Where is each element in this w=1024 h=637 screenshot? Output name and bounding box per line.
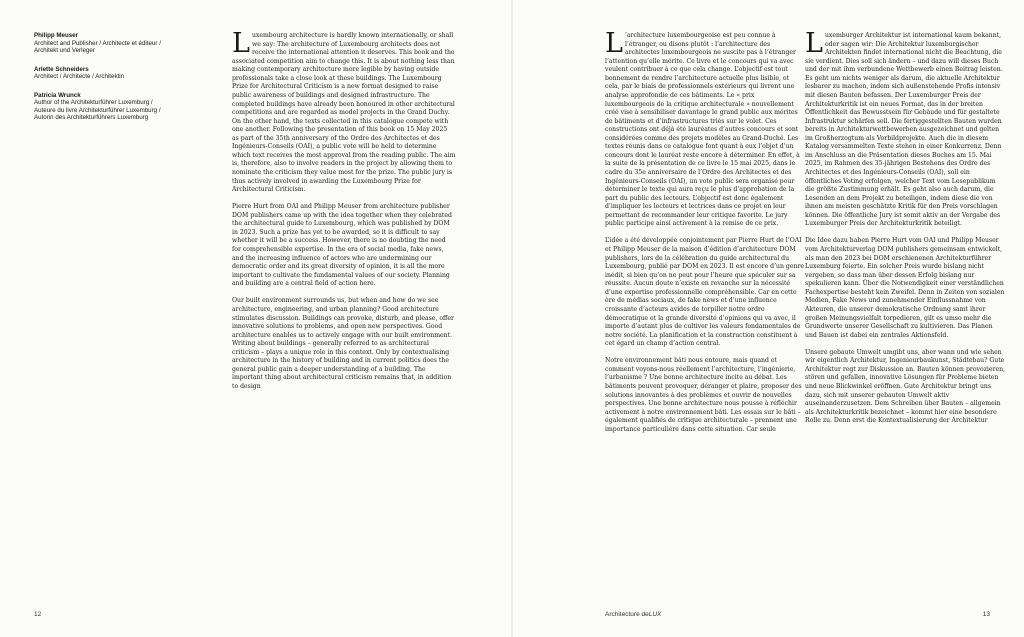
author-name: Philipp Meuser (34, 32, 79, 39)
drop-cap: L (805, 28, 823, 59)
author-name: Arlette Schneiders (34, 65, 89, 73)
paragraph (232, 28, 456, 195)
french-text-column (605, 28, 805, 443)
paragraph-text: ’architecture luxembourgeoise est peu connue à l’étranger, ou disons plutôt : l’architecture des architectes luxembourgeois ne suscite pas à l’étranger l’attention qu’elle mérite. Ce livre et le concours qui va avec veulent contribuer à ce que cela change. L’objectif est tout bonnement de rendre l’architecture actuelle plus lisible, et cela, par le biais de professionnels extérieurs qui livrent une analyse approfondie de ces bâtiments. Le « prix luxembourgeois de la critique architecturale » nouvellement créé vise à sensibiliser davantage le grand public aux mérites de bâtiments et d’infrastructures triés sur le volet. Ces constructions ont déjà été lauréates d’autres concours et sont considérées comme des projets modèles au Grand-Duché. Les textes réunis dans ce catalogue font quant à eux l’objet d’un concours dont le lauréat reste encore à déterminer. En effet, à la suite de la présentation de ce livre le 15 mai 2025, dans le cadre du 35e anniversaire de l’Ordre des Architectes et des Ingénieurs-Conseils (OAI), un vote public sera organisé pour déterminer le texte qui aura reçu le plus d’approbation de la part du public des lecteurs. L’objectif est donc également d’impliquer les lecteurs et lectrices dans ce projet en leur permettant de recommander leur critique favorite. Le jury public participe ainsi activement à la remise de ce prix. (605, 32, 800, 228)
paragraph: Die Idee dazu haben Pierre Hurt vom OAI und Philipp Meuser vom Architekturverlag DOM publishers gemeinsam entwickelt, als man den 2023 bei DOM erschienenen Architekturführer Luxemburg feierte. Ein solcher Preis wurde bislang nicht vergeben, so dass man über dessen Erfolg bislang nur spekulieren kann. Über die Notwendigkeit einer verständlichen Fachexpertise besteht kein Zweifel. Denn in Zeiten von sozialen Medien, Fake News und zunehmender Einflussnahme von Akteuren, die unserer demokratische Ordnung samt ihrer großen Meinungsvielfalt torpedieren, gilt es umso mehr die Grundwerte unserer Gesellschaft zu kultivieren. Das Planen und Bauen ist dabei ein zentrales Aktionsfeld. (805, 237, 1005, 339)
drop-cap: L (232, 28, 250, 59)
german-text-column (805, 28, 1006, 434)
author-entry (34, 92, 164, 122)
paragraph-text: uxembourg architecture is hardly known internationally, or shall we say: The architecture of Luxembourg architects does not receive the international attention it deserves. This book and the associated competition aim to change this. It is about nothing less than making contemporary architecture more legible by having outside professionals take a close look at these buildings. The Luxembourg Prize for Architectural Criticism is a new format designed to raise public awareness of buildings and designed infrastructure. The completed buildings have already been honoured in other architectural competitions and are regarded as model projects in the Grand Duchy. On the other hand, the texts collected in this catalogue compete with one another. Following the presentation of this book on 15 May 2025 as part of the 35th anniversary of the Ordre des Architectes et des Ingénieurs-Conseils (OAI), a public vote will be held to determine which text receives the most approval from the reading public. The aim is, therefore, also to involve readers in the project by allowing them to nominate the criticism they value most for the prize. The public jury is thus actively involved in awarding the Luxembourg Prize for Architectural Criticism. (232, 32, 456, 194)
page-number-right: 13 (982, 611, 990, 618)
author-entry (34, 32, 164, 55)
paragraph (605, 28, 805, 229)
paragraph: Our built environment surrounds us, but when and how do we see architecture, engineering, and urban planning? Good architecture stimulates discussion. Buildings can provoke, disturb, and please, offer innovative solutions to problems, and open new perspectives. Good architecture enables us to actively engage with our built environment. Writing about buildings – generally referred to as architectural criticism – plays a unique role in this context. Only by contextualising architecture in the history of building and in current politics does the general public gain a deeper understanding of a building. The important thing about architectural criticism remains that, in addition to design (232, 297, 454, 391)
drop-cap: L (605, 28, 623, 59)
english-text-column (232, 28, 456, 400)
paragraph-text: uxemburger Architektur ist international kaum bekannt, oder sagen wir: Die Architektur luxemburgischer Architekten findet international nicht die Beachtung, die sie verdient. Dies soll sich ändern – und dazu will dieses Buch und der mit ihm verbundene Wettbewerb einen Beitrag leisten. Es geht um nichts weniger als darum, die aktuelle Architektur lesbarer zu machen, indem sich außenstehende Profis intensiv mit diesen Bauten befassen. Der Luxemburger Preis der Architekturkritik ist ein neues Format, das in der breiten Öffentlichkeit das Bewusstsein für Gebäude und für gestaltete Infrastruktur schärfen soll. Die fertiggestellten Bauten wurden bereits in Architekturwettbewerben ausgezeichnet und gelten im Großherzogtum als Vorbildprojekte. Auch die in diesem Katalog versammelten Texte stehen in einer Konkurrenz. Denn im Anschluss an die Präsentation dieses Buches am 15. Mai 2025, im Rahmen des 35-jährigen Bestehens des Ordre des Architectes et des Ingénieurs-Conseils (OAI), soll ein öffentliches Voting erfolgen, welcher Text vom Lesepublikum die größte Zustimmung erhält. Es geht also auch darum, die Lesenden an dem Projekt zu beteiligen, indem diese die von ihnen am meisten geschätzte Kritik für den Preis vorschlagen können. Die öffentliche Jury ist somit aktiv an der Vergabe des Luxemburger Preis der Architekturkritik beteiligt. (805, 32, 1003, 228)
running-title (605, 611, 661, 618)
page-number-left: 12 (34, 611, 42, 618)
paragraph (805, 28, 1005, 229)
author-role: Architect and Publisher / Architecte et éditeur / Architekt und Verleger (34, 39, 161, 54)
paragraph: Notre environnement bâti nous entoure, mais quand et comment voyons-nous réellement l’architecture, l’ingénierie, l’urbanisme ? Une bonne architecture incite au débat. Les bâtiments peuvent provoquer, déranger et plaire, proposer des solutions innovantes à des problèmes et ouvrir de nouvelles perspectives. Une bonne architecture nous pousse à réfléchir activement à notre environnement bâti. Les essais sur le bâti – également qualifiés de critique architecturale – prennent une importance particulière dans cette situation. Car seule (605, 357, 802, 433)
running-title-italic: LUX (648, 611, 662, 618)
author-role: Author of the Architekturführer Luxemburg / Auteure du livre Architekturführer Luxemburg / Autorin des Architekturführers Luxemburg (34, 99, 161, 121)
paragraph: Pierre Hurt from OAI and Philipp Meuser from architecture publisher DOM publishers came up with the idea together when they celebrated the architectural guide to Luxembourg, which was published by DOM in 2023. Such a prize has yet to be awarded, so it is difficult to say whether it will be a success. However, there is no doubting the need for comprehensible expertise. In the era of social media, fake news, and the increasing influence of actors who are undermining our democratic order and its great diversity of opinion, it is all the more important to cultivate the fundamental values of our society. Planning and building are a central field of action here. (232, 203, 452, 288)
running-title-text: Architecture de (605, 611, 649, 618)
author-role: Architect / Architecte / Architektin (34, 73, 125, 80)
author-name: Patricia Wrunck (34, 91, 81, 99)
author-entry (34, 66, 164, 81)
paragraph: Unsere gebaute Umwelt umgibt uns, aber wann und wie sehen wir eigentlich Architektur, Ingenieurbaukunst, Städtebau? Gute Architektur regt zur Diskussion an. Bauten können provozieren, stören und gefallen, innovative Lösungen für Probleme bieten und neue Blickwinkel eröffnen. Gute Architektur bringt uns dazu, sich mit unserer gebauten Umwelt aktiv auseinanderzusetzen. Dem Schreiben über Bauten – allgemein als Architekturkritik bezeichnet – kommt hier eine besondere Rolle zu. Denn erst die Kontextualisierung der Architektur (805, 348, 1006, 425)
author-list (34, 32, 164, 133)
book-gutter (511, 0, 513, 637)
paragraph: L’idée a été développée conjointement par Pierre Hurt de l’OAI et Philipp Meuser de la maison d’édition d’architecture DOM publishers, lors de la célébration du guide architectural du Luxembourg, publié par DOM en 2023. Il est encore d’un genre inédit, si bien qu’on ne peut pour l’heure que spéculer sur sa réussite. Aucun doute n’existe en revanche sur la nécessité d’une expertise professionnelle compréhensible. Car en cette ère de médias sociaux, de fake news et d’une influence croissante d’acteurs avides de torpiller notre ordre démocratique et la grande diversité d’opinions qui va avec, il importe d’autant plus de cultiver les valeurs fondamentales de notre société. La planification et la construction constituent à cet égard un champ d’action central. (605, 237, 805, 348)
